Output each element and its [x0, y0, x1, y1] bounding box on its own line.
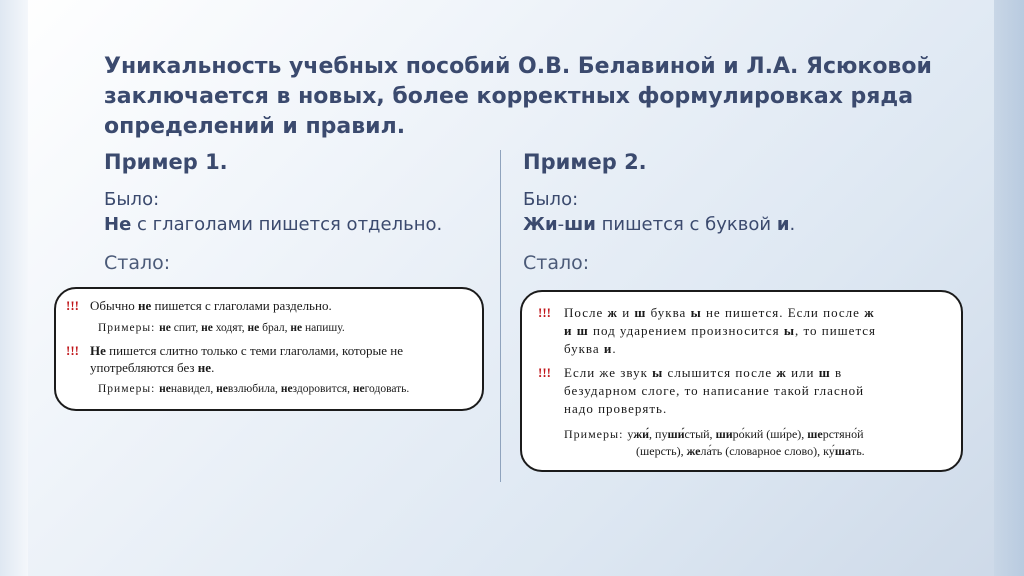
example-2-heading: Пример 2. [523, 150, 647, 174]
was-rule-text: с глаголами пишется отдельно. [131, 214, 443, 235]
title-line-2: заключается в новых, более корректных формулировках ряда [104, 84, 914, 109]
examples-zhi-shi: Примеры: ужи́, пуши́стый, широ́кий (ши́ре), шерстяно́й (шерсть), жела́ть (словарное слово), ку́шать. [564, 427, 865, 458]
rule-2-text: Не пишется слитно только с теми глаголами, которые не употребляются без не. [90, 343, 404, 375]
example-1-became-label: Стало: [104, 252, 171, 274]
example-2-rule-card [520, 290, 963, 472]
rule-zhi-shi-1 [538, 304, 951, 358]
right-decor-strip [994, 0, 1024, 576]
column-divider [500, 150, 501, 482]
warning-mark: !!! [538, 365, 551, 380]
examples-2: Примеры: ненавидел, невзлюбила, нездоровится, негодовать. [98, 383, 410, 395]
rule-2 [66, 342, 472, 376]
rule-1-text: Обычно не пишется с глаголами раздельно. [90, 298, 332, 313]
rule-zhi-shi-1-text: После ж и ш буква ы не пишется. Если после ж и ш под ударением произносится ы, то пишется буква и. [564, 305, 877, 356]
warning-mark: !!! [538, 305, 551, 320]
bold-ne: Не [104, 214, 132, 235]
example-2-was-label: Было: [523, 189, 579, 210]
example-1-was-label: Было: [104, 189, 160, 210]
example-2-was [523, 187, 795, 237]
examples-1: Примеры: не спит, не ходят, не брал, не напишу. [98, 322, 345, 334]
rule-1 [66, 297, 472, 314]
example-2-became-label: Стало: [523, 252, 590, 274]
example-1-was [104, 187, 442, 237]
slide-title [104, 52, 964, 142]
rule-zhi-shi-2 [538, 364, 951, 418]
warning-mark: !!! [66, 343, 79, 358]
left-decor-strip [0, 0, 28, 576]
title-line-1: Уникальность учебных пособий О.В. Белавиной и Л.А. Ясюковой [104, 54, 932, 79]
example-1-heading: Пример 1. [104, 150, 228, 174]
example-2-was-text: Жи-ши пишется с буквой и. [523, 214, 796, 235]
example-1-was-text [104, 212, 442, 237]
example-1-rule-card [54, 287, 484, 411]
rule-zhi-shi-2-text: Если же звук ы слышится после ж или ш в безударном слоге, то написание такой гласной надо проверять. [564, 365, 865, 416]
title-line-3: определений и правил. [104, 114, 406, 139]
warning-mark: !!! [66, 298, 79, 313]
